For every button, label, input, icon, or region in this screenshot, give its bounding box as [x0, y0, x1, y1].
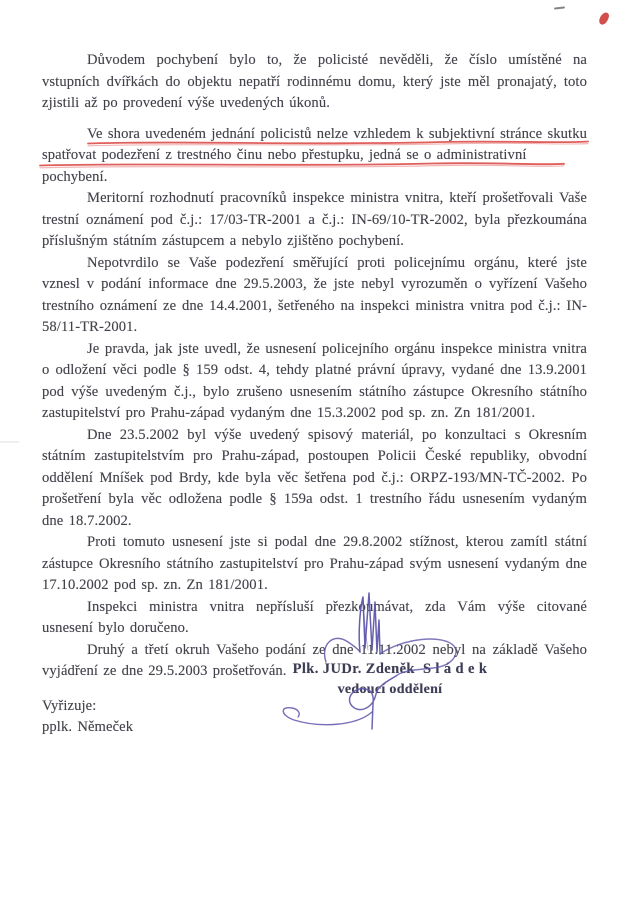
underlined-passage [42, 124, 587, 189]
signature-block [250, 661, 530, 698]
underlined-line-2: spatřovat podezření z trestného činu nebo přestupku, jedná se o administrativní pochybení. [42, 147, 527, 185]
underlined-line-1: Ve shora uvedeném jednání policistů nelze vzhledem k subjektivní stránce skutku [87, 125, 587, 142]
handler-name: pplk. Němeček [42, 719, 134, 735]
paragraph-nepotvrdilo: Nepotvrdilo se Vaše podezření směřující proti policejnímu orgánu, které jste vznesl v podání informace dne 29.5.2003, že jste nebyl vyrozuměn o vyřízení Vašeho trestního oznámení ze dne 14.4.2001, šetřeného na inspekci ministra vnitra pod č.j.: IN-58/11-TR-2001. [42, 254, 587, 335]
paragraph-je-pravda: Je pravda, jak jste uvedl, že usnesení policejního orgánu inspekce ministra vnitra o odložení věci podle § 159 odst. 4, tehdy platné právní úpravy, vydané dne 13.9.2001 pod výše uvedeným č.j., bylo zrušeno usnesením státního zástupce Okresního státního zastupitelství pro Prahu-západ vydaným dne 15.3.2002 pod sp. zn. Zn 181/2001. [42, 340, 587, 421]
closing-block [42, 696, 587, 739]
scan-artifact-line [0, 441, 19, 443]
handler-label: Vyřizuje: [42, 697, 97, 714]
paragraph-druhy-treti: Druhý a třetí okruh Vašeho podání ze dne 11.11.2002 nebyl na základě Vašeho vyjádření ze dne 29.5.2003 prošetřován. [42, 641, 587, 679]
signer-title: vedoucí oddělení [337, 682, 443, 697]
paragraph-reason: Důvodem pochybení bylo to, že policisté nevěděli, že číslo umístěné na vstupních dvířkách do objektu nepatří rodinnému domu, který jste měl pronajatý, toto zjistili až po provedení výše uvedených úkonů. [42, 52, 587, 111]
paragraph-dne-2352002: Dne 23.5.2002 byl výše uvedený spisový materiál, po konzultaci s Okresním státním zastupitelstvím pro Prahu-západ, postoupen Policii České republiky, obvodní oddělení Mníšek pod Brdy, kde byla věc šetřena pod č.j.: ORPZ-193/MN-TČ-2002. Po prošetření byla věc odložena podle § 159a odst. 1 trestního řádu usnesením vydaným dne 18.7.2002. [42, 426, 587, 529]
signer-name: Plk. JUDr. Zdeněk S l á d e k [292, 661, 488, 677]
paragraph-meritorni: Meritorní rozhodnutí pracovníků inspekce ministra vnitra, kteří prošetřovali Vaše trestní oznámení pod č.j.: 17/03-TR-2001 a č.j.: IN-69/10-TR-2002, byla přezkoumána příslušným státním zástupcem a nebylo zjištěno pochybení. [42, 190, 587, 249]
paragraph-proti-tomuto: Proti tomuto usnesení jste si podal dne 29.8.2002 stížnost, kterou zamítl státní zástupce Okresního státního zastupitelství pro Prahu-západ svým usnesení vydaným dne 17.10.2002 pod sp. zn. Zn 181/2001. [42, 534, 587, 593]
paragraph-inspekci: Inspekci ministra vnitra nepřísluší přezkoumávat, zda Vám výše citované usnesení bylo doručeno. [42, 598, 587, 636]
